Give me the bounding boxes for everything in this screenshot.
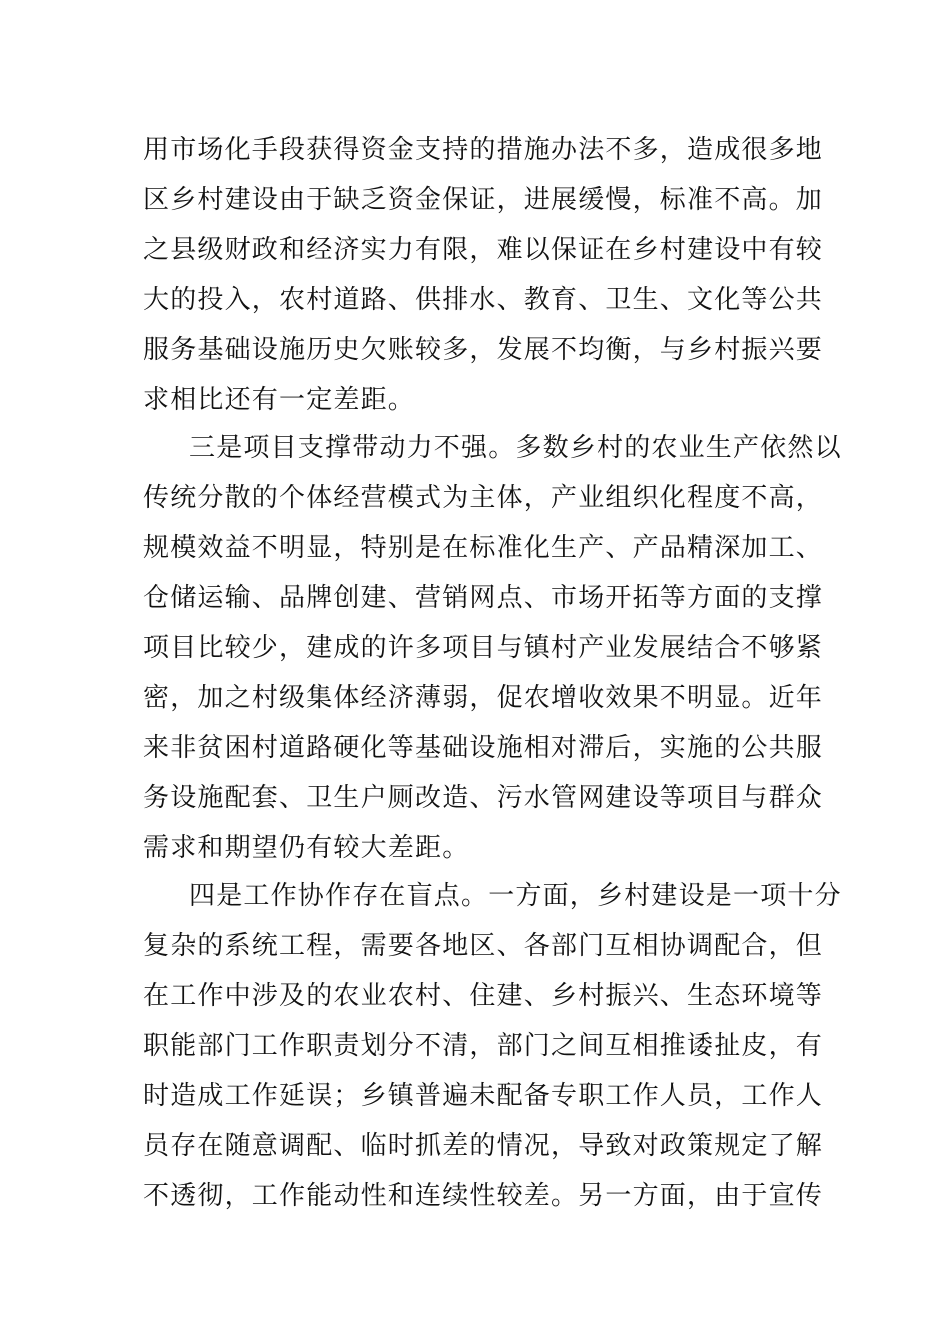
text-line: 用市场化手段获得资金支持的措施办法不多，造成很多地 — [143, 135, 824, 165]
text-line: 来非贫困村道路硬化等基础设施相对滞后，实施的公共服 — [143, 733, 824, 763]
text-line: 大的投入，农村道路、供排水、教育、卫生、文化等公共 — [143, 285, 824, 315]
text-line: 员存在随意调配、临时抓差的情况，导致对政策规定了解 — [143, 1131, 824, 1161]
text-line: 服务基础设施历史欠账较多，发展不均衡，与乡村振兴要 — [143, 335, 824, 365]
paragraph-start-line: 三是项目支撑带动力不强。多数乡村的农业生产依然以 — [189, 433, 842, 463]
paragraph-start-line: 四是工作协作存在盲点。一方面，乡村建设是一项十分 — [189, 881, 842, 911]
text-line: 求相比还有一定差距。 — [143, 385, 416, 415]
text-line: 在工作中涉及的农业农村、住建、乡村振兴、生态环境等 — [143, 981, 824, 1011]
text-line: 之县级财政和经济实力有限，难以保证在乡村建设中有较 — [143, 235, 824, 265]
text-line: 复杂的系统工程，需要各地区、各部门互相协调配合，但 — [143, 931, 824, 961]
text-line: 需求和期望仍有较大差距。 — [143, 833, 470, 863]
text-line: 不透彻，工作能动性和连续性较差。另一方面，由于宣传 — [143, 1181, 824, 1211]
text-line: 密，加之村级集体经济薄弱，促农增收效果不明显。近年 — [143, 683, 824, 713]
text-line: 项目比较少，建成的许多项目与镇村产业发展结合不够紧 — [143, 633, 824, 663]
text-line: 仓储运输、品牌创建、营销网点、市场开拓等方面的支撑 — [143, 583, 824, 613]
text-line: 职能部门工作职责划分不清，部门之间互相推诿扯皮，有 — [143, 1031, 824, 1061]
text-line: 务设施配套、卫生户厕改造、污水管网建设等项目与群众 — [143, 783, 824, 813]
text-line: 区乡村建设由于缺乏资金保证，进展缓慢，标准不高。加 — [143, 185, 824, 215]
text-line: 时造成工作延误；乡镇普遍未配备专职工作人员，工作人 — [143, 1081, 824, 1111]
text-line: 传统分散的个体经营模式为主体，产业组织化程度不高， — [143, 483, 824, 513]
text-line: 规模效益不明显，特别是在标准化生产、产品精深加工、 — [143, 533, 824, 563]
